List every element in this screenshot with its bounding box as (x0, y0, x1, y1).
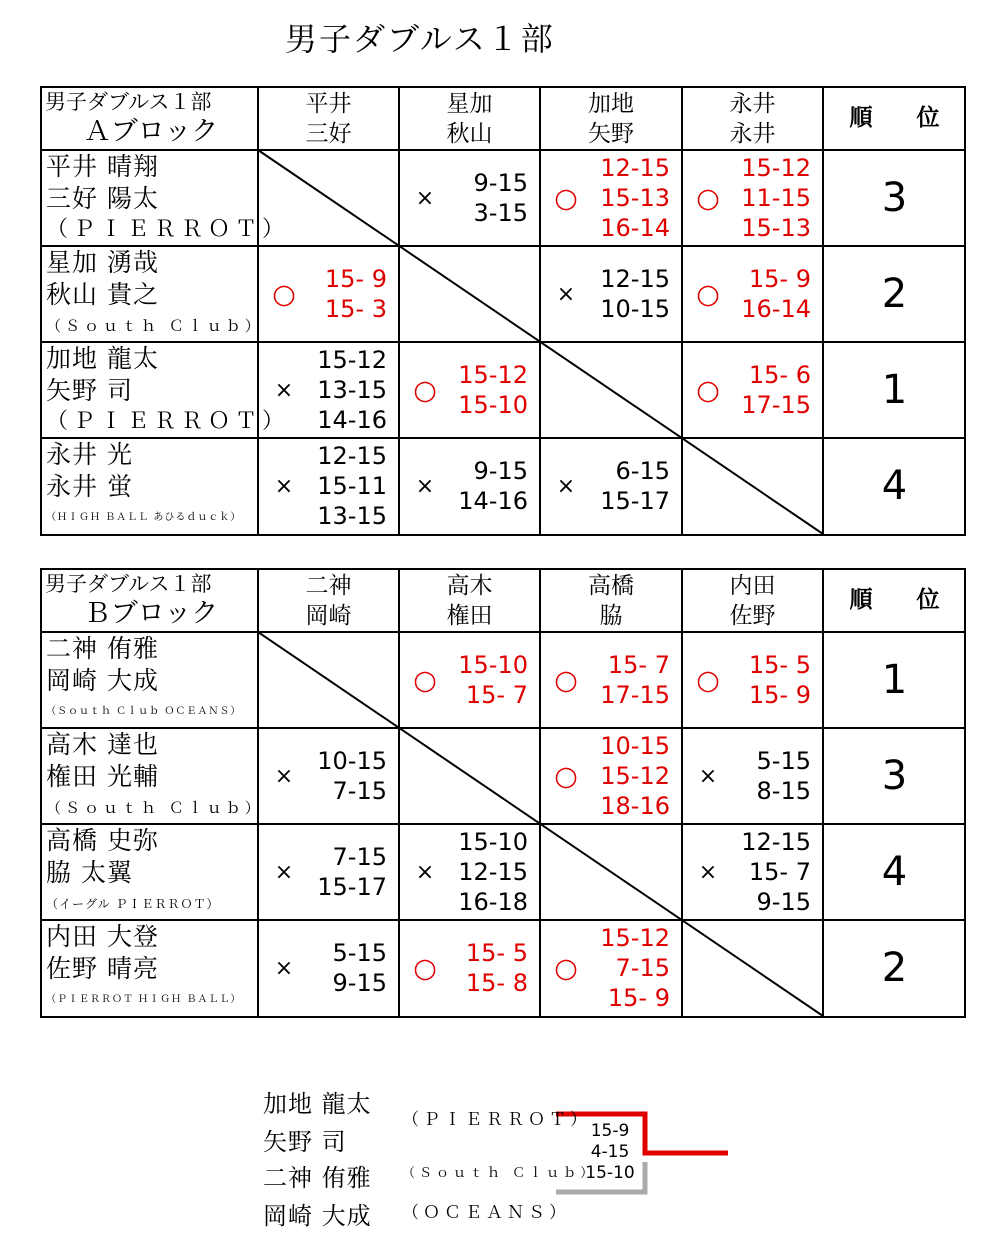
final-score-1: 15-9 (590, 1121, 630, 1141)
loss-mark: × (274, 473, 294, 499)
win-mark: ○ (554, 760, 578, 792)
final-score-2: 4-15 (590, 1142, 630, 1162)
column-header-line1: 平井 (305, 91, 352, 117)
loss-mark: × (274, 377, 294, 403)
game-score: 12-15 (317, 442, 387, 470)
game-score: 12-15 (600, 265, 670, 293)
game-score: 12-15 (458, 858, 528, 886)
game-scores (600, 150, 670, 246)
player-name-2: 権田 光輔 (46, 762, 159, 791)
game-score: 6-15 (615, 457, 670, 485)
game-score: 15-10 (458, 651, 528, 679)
loss-mark: × (698, 859, 718, 885)
game-score: 15- 9 (324, 265, 387, 293)
game-scores (741, 342, 811, 438)
column-header-line2: 権田 (446, 603, 493, 629)
win-mark: ○ (696, 374, 720, 406)
player-name-1: 二神 侑雅 (46, 634, 159, 663)
block-b-table (40, 568, 966, 1020)
rank-value: 1 (881, 657, 908, 703)
block-header (45, 88, 257, 148)
rank-value: 1 (881, 367, 908, 413)
match-cell (258, 342, 399, 438)
game-score: 15- 9 (748, 681, 811, 709)
player-name-2: 秋山 貴之 (46, 280, 159, 309)
game-score: 15-10 (458, 828, 528, 856)
player-club: （Ｓｏｕｔｈ Ｃｌｕｂ） (46, 799, 264, 817)
game-score: 5-15 (332, 939, 387, 967)
player-name-1: 永井 光 (46, 440, 133, 469)
player-cell (46, 921, 258, 1015)
match-cell (540, 632, 682, 728)
game-scores (458, 342, 528, 438)
game-score: 7-15 (332, 843, 387, 871)
player-name-1: 星加 湧哉 (46, 248, 159, 277)
block-header-line1: 男子ダブルス１部 (45, 90, 212, 114)
player-name-1: 高橋 史弥 (46, 826, 159, 855)
player-club: （イーグル ＰＩＥＲＲＯＴ） (46, 897, 220, 911)
loss-mark: × (415, 473, 435, 499)
player-name-1: 平井 晴翔 (46, 152, 159, 181)
game-score: 5-15 (756, 747, 811, 775)
loss-mark: × (274, 859, 294, 885)
game-scores (741, 150, 811, 246)
win-mark: ○ (554, 664, 578, 696)
game-scores (317, 728, 387, 824)
column-header-line2: 岡崎 (305, 603, 352, 629)
win-mark: ○ (696, 278, 720, 310)
final-team1-player2: 矢野 司 (263, 1128, 347, 1156)
column-header-line2: 佐野 (729, 603, 776, 629)
rank-value: 3 (881, 175, 908, 221)
final-team2-club1: （Ｓｏｕｔｈ Ｃｌｕｂ） (402, 1166, 598, 1181)
match-cell (258, 920, 399, 1016)
win-mark: ○ (554, 952, 578, 984)
win-mark: ○ (413, 664, 437, 696)
game-scores (325, 246, 387, 342)
player-name-2: 永井 蛍 (46, 472, 133, 501)
player-name-2: 脇 太翼 (46, 858, 133, 887)
game-scores (600, 246, 670, 342)
match-cell (682, 246, 823, 342)
match-cell (399, 632, 540, 728)
game-score: 15- 3 (324, 295, 387, 323)
game-scores (757, 728, 811, 824)
game-scores (600, 632, 670, 728)
game-score: 12-15 (600, 154, 670, 182)
game-score: 7-15 (615, 954, 670, 982)
column-header-line1: 高木 (446, 573, 493, 599)
game-score: 10-15 (317, 747, 387, 775)
page-title: 男子ダブルス１部 (285, 20, 555, 58)
column-header-line2: 永井 (729, 121, 776, 147)
match-cell (540, 728, 682, 824)
win-mark: ○ (696, 182, 720, 214)
match-cell (399, 438, 540, 534)
match-cell (540, 150, 682, 246)
game-scores (741, 246, 811, 342)
game-score: 14-16 (458, 487, 528, 515)
game-score: 15-11 (317, 472, 387, 500)
final-team2-club2: （ＯＣＥＡＮＳ） (402, 1203, 570, 1223)
block-header-line1: 男子ダブルス１部 (45, 572, 212, 596)
game-scores (749, 632, 811, 728)
game-score: 9-15 (756, 888, 811, 916)
column-header-line1: 内田 (729, 573, 776, 599)
game-score: 7-15 (332, 777, 387, 805)
game-score: 10-15 (600, 295, 670, 323)
column-header-line1: 高橋 (588, 573, 634, 599)
column-header (258, 86, 399, 150)
player-name-2: 矢野 司 (46, 376, 133, 405)
player-club: （ＰＩＥＲＲＯＴ） (46, 217, 290, 242)
match-cell (682, 342, 823, 438)
game-score: 8-15 (756, 777, 811, 805)
loss-mark: × (274, 763, 294, 789)
loss-mark: × (274, 955, 294, 981)
final-team1-player1: 加地 龍太 (263, 1090, 372, 1118)
game-scores (600, 438, 670, 534)
game-score: 9-15 (332, 969, 387, 997)
column-header (540, 86, 682, 150)
game-score: 9-15 (473, 169, 528, 197)
player-club: （ＨＩＧＨ ＢＡＬＬ あひるｄｕｃｋ） (46, 512, 242, 523)
game-score: 18-16 (600, 792, 670, 820)
game-score: 17-15 (600, 681, 670, 709)
game-score: 16-18 (458, 888, 528, 916)
match-cell (682, 632, 823, 728)
loss-mark: × (698, 763, 718, 789)
match-cell (540, 920, 682, 1016)
rank-value: 3 (881, 753, 908, 799)
player-cell (46, 729, 264, 823)
column-header (258, 568, 399, 632)
game-score: 15- 5 (748, 651, 811, 679)
game-score: 16-14 (741, 295, 811, 323)
win-mark: ○ (696, 664, 720, 696)
game-score: 12-15 (741, 828, 811, 856)
rank-header: 順 位 (849, 105, 958, 131)
game-score: 13-15 (317, 376, 387, 404)
game-score: 17-15 (741, 391, 811, 419)
loss-mark: × (556, 281, 576, 307)
rank-value: 2 (881, 945, 908, 991)
match-cell (399, 150, 540, 246)
player-cell (46, 825, 258, 919)
loss-mark: × (415, 185, 435, 211)
game-score: 16-14 (600, 214, 670, 242)
match-cell (258, 824, 399, 920)
column-header (682, 86, 823, 150)
game-score: 15-12 (600, 924, 670, 952)
game-scores (466, 920, 528, 1016)
match-cell (258, 438, 399, 534)
column-header-line2: 脇 (599, 603, 623, 629)
win-mark: ○ (413, 952, 437, 984)
game-score: 11-15 (741, 184, 811, 212)
final-team2-player2: 岡崎 大成 (263, 1202, 372, 1230)
match-cell (399, 824, 540, 920)
loss-mark: × (415, 859, 435, 885)
match-cell (540, 438, 682, 534)
game-scores (317, 438, 387, 534)
column-header-line1: 永井 (729, 91, 776, 117)
match-cell (399, 342, 540, 438)
game-scores (458, 438, 528, 534)
game-score: 15- 6 (748, 361, 811, 389)
match-cell (682, 728, 823, 824)
game-score: 15-13 (741, 214, 811, 242)
game-scores (317, 342, 387, 438)
column-header-line2: 矢野 (588, 121, 634, 147)
game-score: 15- 9 (607, 984, 670, 1012)
player-club: （Ｓｏｕｔｈ Ｃｌｕｂ） (46, 317, 264, 335)
player-cell (46, 439, 258, 533)
final-match (0, 1080, 1000, 1250)
column-header-line1: 二神 (305, 573, 352, 599)
game-scores (600, 920, 670, 1016)
game-scores (741, 824, 811, 920)
game-score: 15- 8 (465, 969, 528, 997)
block-header-line2: Ａブロック (83, 116, 219, 147)
rank-value: 4 (881, 463, 908, 509)
game-score: 15-10 (458, 391, 528, 419)
game-score: 15-12 (458, 361, 528, 389)
player-name-1: 加地 龍太 (46, 344, 159, 373)
game-score: 9-15 (473, 457, 528, 485)
game-score: 15-17 (600, 487, 670, 515)
match-cell (682, 150, 823, 246)
loss-mark: × (556, 473, 576, 499)
match-cell (258, 728, 399, 824)
final-team2-player1: 二神 侑雅 (263, 1164, 372, 1192)
player-cell (46, 151, 290, 245)
player-name-2: 三好 陽太 (46, 184, 159, 213)
player-cell (46, 247, 264, 341)
game-score: 15-12 (600, 762, 670, 790)
column-header (399, 86, 540, 150)
game-score: 13-15 (317, 502, 387, 530)
player-cell (46, 343, 290, 437)
player-name-2: 佐野 晴亮 (46, 954, 159, 983)
column-header (399, 568, 540, 632)
game-scores (458, 824, 528, 920)
column-header-line2: 三好 (305, 121, 352, 147)
win-mark: ○ (554, 182, 578, 214)
column-header-line2: 秋山 (446, 121, 493, 147)
match-cell (258, 246, 399, 342)
column-header-line1: 加地 (588, 91, 634, 117)
player-cell (46, 633, 258, 727)
game-score: 14-16 (317, 406, 387, 434)
block-a-table (40, 86, 966, 538)
column-header (682, 568, 823, 632)
win-mark: ○ (413, 374, 437, 406)
final-team1-club: （ＰＩＥＲＲＯＴ） (402, 1110, 591, 1130)
game-score: 15- 7 (607, 651, 670, 679)
block-header (45, 570, 257, 630)
game-score: 15-13 (600, 184, 670, 212)
player-club: （ＰＩＥＲＲＯＴ） (46, 409, 290, 434)
player-name-1: 高木 達也 (46, 730, 159, 759)
game-score: 15-12 (317, 346, 387, 374)
game-scores (600, 728, 670, 824)
player-club: （Ｓｏｕｔｈ Ｃｌｕｂ ＯＣＥＡＮＳ） (46, 706, 242, 717)
game-score: 15-12 (741, 154, 811, 182)
final-score-3: 15-10 (585, 1163, 635, 1183)
rank-value: 2 (881, 271, 908, 317)
game-scores (458, 632, 528, 728)
game-score: 15- 7 (748, 858, 811, 886)
rank-value: 4 (881, 849, 908, 895)
column-header (540, 568, 682, 632)
game-score: 15- 5 (465, 939, 528, 967)
game-score: 15- 7 (465, 681, 528, 709)
match-cell (540, 246, 682, 342)
game-score: 3-15 (473, 199, 528, 227)
game-scores (474, 150, 528, 246)
player-name-1: 内田 大登 (46, 922, 159, 951)
game-score: 10-15 (600, 732, 670, 760)
rank-header: 順 位 (849, 587, 958, 613)
game-scores (333, 920, 387, 1016)
win-mark: ○ (272, 278, 296, 310)
match-cell (682, 824, 823, 920)
player-club: （ＰＩＥＲＲＯＴ ＨＩＧＨ ＢＡＬＬ） (46, 994, 242, 1005)
column-header-line1: 星加 (446, 91, 493, 117)
game-score: 15-17 (317, 873, 387, 901)
game-scores (317, 824, 387, 920)
game-score: 15- 9 (748, 265, 811, 293)
block-header-line2: Ｂブロック (83, 598, 219, 629)
player-name-2: 岡崎 大成 (46, 666, 159, 695)
match-cell (399, 920, 540, 1016)
